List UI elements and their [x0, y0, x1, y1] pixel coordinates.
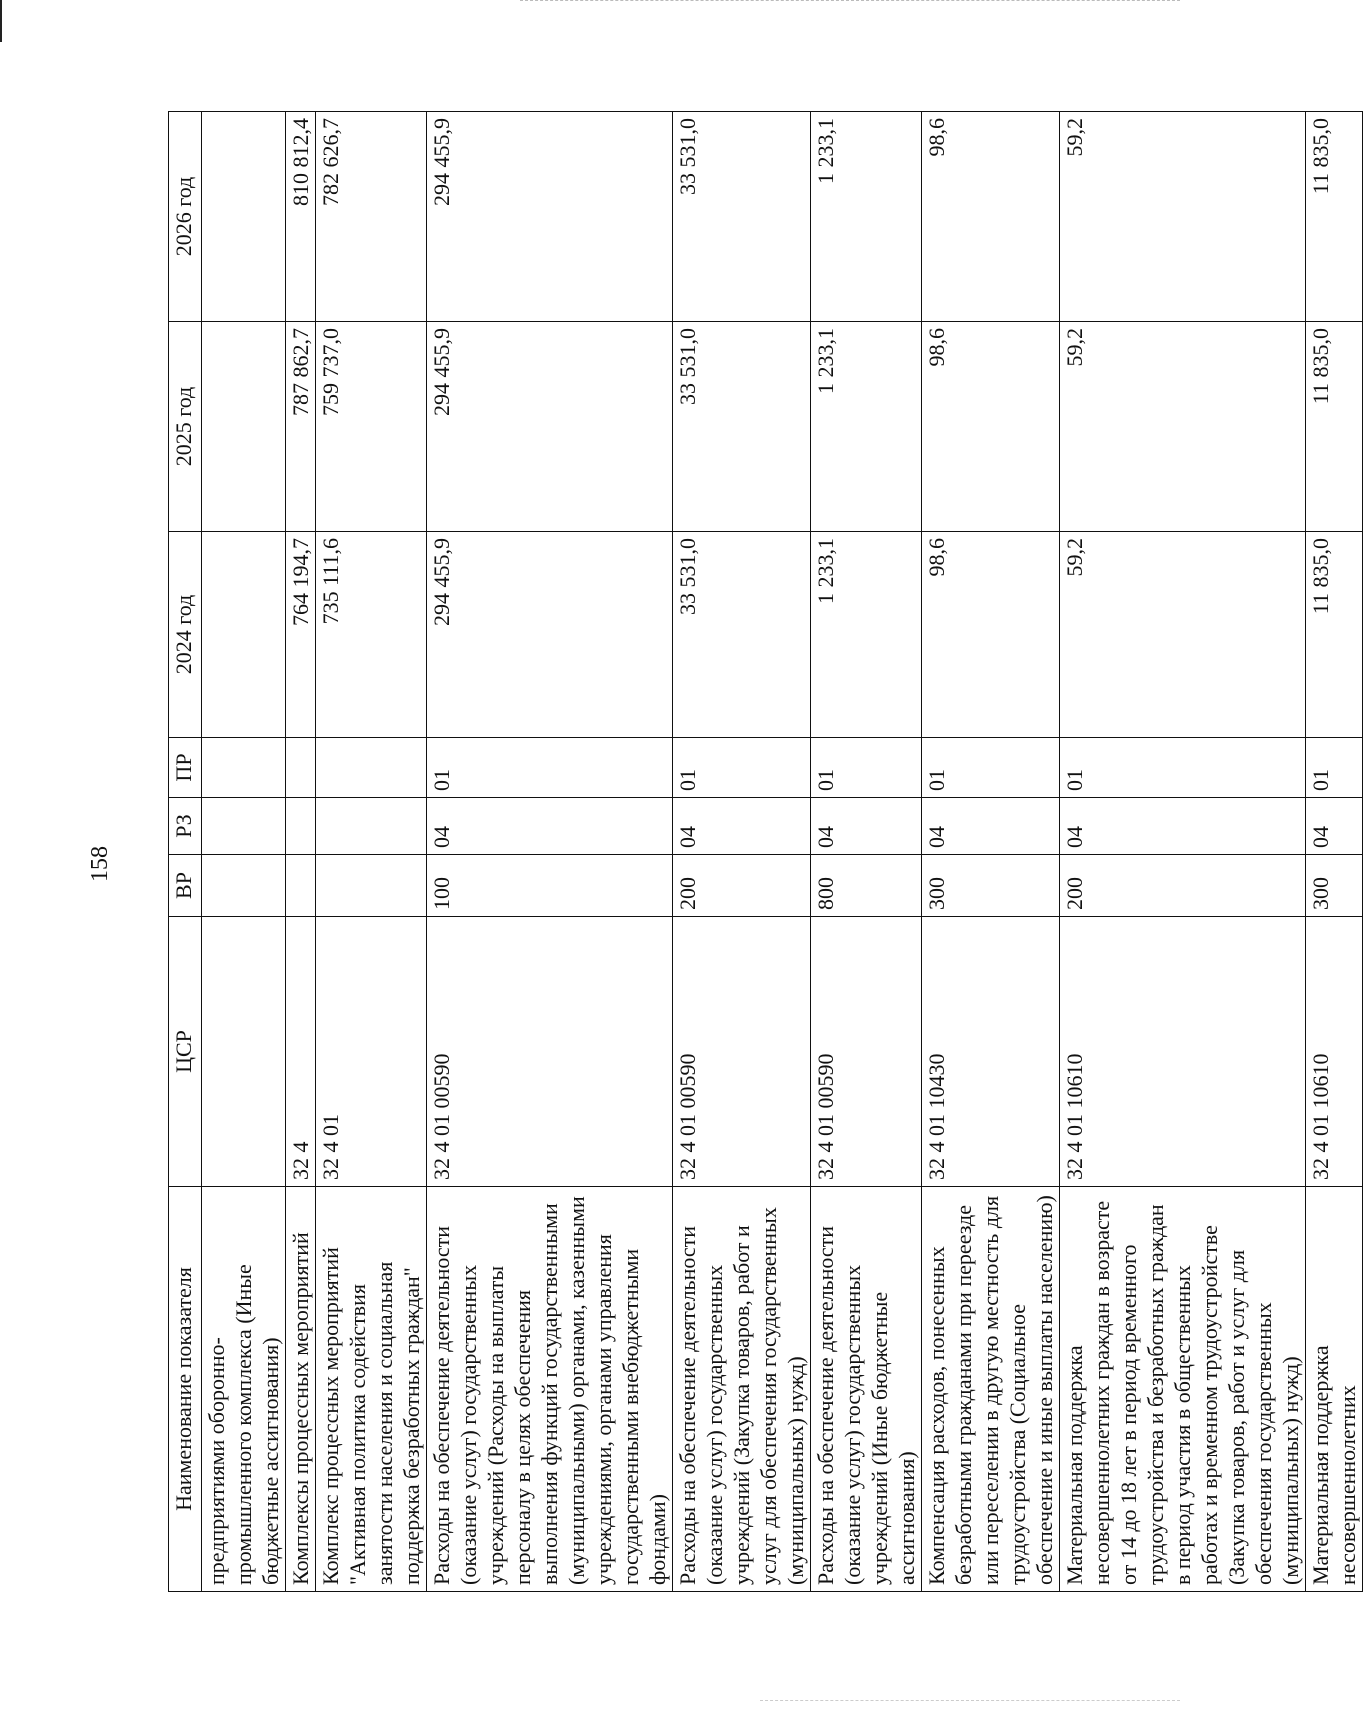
- scan-artifact-left: [0, 0, 2, 42]
- cell-name: Комплекс процессных мероприятий "Активная политика содействия занятости населения и социальная поддержка безработных граждан": [316, 1187, 427, 1592]
- cell-rz: 04: [1306, 798, 1363, 855]
- cell-2026: 59,2: [1060, 112, 1306, 322]
- cell-rz: [316, 798, 427, 855]
- header-pr: ПР: [169, 738, 202, 798]
- cell-2026: 33 531,0: [673, 112, 811, 322]
- cell-vr: 300: [1306, 855, 1363, 917]
- cell-vr: [316, 855, 427, 917]
- cell-2026: 1 233,1: [811, 112, 922, 322]
- cell-2026: 782 626,7: [316, 112, 427, 322]
- cell-2024: 764 194,7: [286, 532, 316, 738]
- cell-2025: 11 835,0: [1306, 322, 1363, 532]
- cell-rz: [202, 798, 286, 855]
- cell-2025: 59,2: [1060, 322, 1306, 532]
- cell-2024: 11 835,0: [1306, 532, 1363, 738]
- table-row: [673, 112, 811, 1592]
- budget-table-container: [168, 112, 1360, 1592]
- cell-name: Расходы на обеспечение деятельности (оказание услуг) государственных учреждений (Расходы на выплаты персоналу в целях обеспечения выполнения функций государственными (муниципальными) органами, казенными учреждениями, органами управления государственными внебюджетными фондами): [427, 1187, 673, 1592]
- cell-vr: [286, 855, 316, 917]
- cell-pr: 01: [427, 738, 673, 798]
- cell-name: Комплексы процессных мероприятий: [286, 1187, 316, 1592]
- cell-2024: 59,2: [1060, 532, 1306, 738]
- header-2025: 2025 год: [169, 322, 202, 532]
- header-2026: 2026 год: [169, 112, 202, 322]
- cell-name: предприятиями оборонно-промышленного комплекса (Иные бюджетные ассигнования): [202, 1187, 286, 1592]
- header-row: [169, 112, 202, 1592]
- cell-2026: 11 835,0: [1306, 112, 1363, 322]
- cell-csr: 32 4: [286, 917, 316, 1187]
- cell-2024: 98,6: [922, 532, 1060, 738]
- cell-pr: 01: [673, 738, 811, 798]
- cell-2025: 787 862,7: [286, 322, 316, 532]
- cell-vr: 200: [673, 855, 811, 917]
- cell-rz: 04: [1060, 798, 1306, 855]
- scan-artifact-bottom: [760, 1700, 1180, 1702]
- cell-2024: 294 455,9: [427, 532, 673, 738]
- cell-name: Расходы на обеспечение деятельности (оказание услуг) государственных учреждений (Иные бюджетные ассигнования): [811, 1187, 922, 1592]
- cell-rz: 04: [811, 798, 922, 855]
- cell-2026: 294 455,9: [427, 112, 673, 322]
- cell-name: Материальная поддержка несовершеннолетних: [1306, 1187, 1363, 1592]
- cell-vr: 200: [1060, 855, 1306, 917]
- cell-rz: 04: [922, 798, 1060, 855]
- cell-pr: [286, 738, 316, 798]
- cell-2025: 33 531,0: [673, 322, 811, 532]
- table-row: [316, 112, 427, 1592]
- cell-2026: 98,6: [922, 112, 1060, 322]
- cell-2025: 294 455,9: [427, 322, 673, 532]
- cell-rz: 04: [673, 798, 811, 855]
- cell-pr: 01: [922, 738, 1060, 798]
- table-row: [286, 112, 316, 1592]
- cell-pr: 01: [811, 738, 922, 798]
- cell-pr: [316, 738, 427, 798]
- header-csr: ЦСР: [169, 917, 202, 1187]
- cell-rz: [286, 798, 316, 855]
- cell-csr: [202, 917, 286, 1187]
- page-number: 158: [87, 846, 113, 882]
- cell-name: Компенсация расходов, понесенных безработными гражданами при переезде или переселении в другую местность для трудоустройства (Социальное обеспечение и иные выплаты населению): [922, 1187, 1060, 1592]
- cell-2024: 1 233,1: [811, 532, 922, 738]
- cell-csr: 32 4 01: [316, 917, 427, 1187]
- header-rz: РЗ: [169, 798, 202, 855]
- cell-rz: 04: [427, 798, 673, 855]
- table-row: [1306, 112, 1363, 1592]
- header-2024: 2024 год: [169, 532, 202, 738]
- table-row: [202, 112, 286, 1592]
- table-row: [1060, 112, 1306, 1592]
- cell-2024: [202, 532, 286, 738]
- cell-pr: 01: [1060, 738, 1306, 798]
- cell-2025: 1 233,1: [811, 322, 922, 532]
- cell-pr: [202, 738, 286, 798]
- cell-vr: 100: [427, 855, 673, 917]
- cell-csr: 32 4 01 10430: [922, 917, 1060, 1187]
- cell-2024: 735 111,6: [316, 532, 427, 738]
- cell-2025: [202, 322, 286, 532]
- cell-vr: 800: [811, 855, 922, 917]
- cell-name: Расходы на обеспечение деятельности (оказание услуг) государственных учреждений (Закупка товаров, работ и услуг для обеспечения государственных (муниципальных) нужд): [673, 1187, 811, 1592]
- cell-csr: 32 4 01 10610: [1306, 917, 1363, 1187]
- cell-2025: 759 737,0: [316, 322, 427, 532]
- cell-csr: 32 4 01 00590: [811, 917, 922, 1187]
- header-vr: ВР: [169, 855, 202, 917]
- cell-vr: [202, 855, 286, 917]
- cell-2024: 33 531,0: [673, 532, 811, 738]
- cell-vr: 300: [922, 855, 1060, 917]
- table-row: [427, 112, 673, 1592]
- cell-pr: 01: [1306, 738, 1363, 798]
- table-row: [922, 112, 1060, 1592]
- cell-csr: 32 4 01 00590: [673, 917, 811, 1187]
- cell-csr: 32 4 01 10610: [1060, 917, 1306, 1187]
- table-row: [811, 112, 922, 1592]
- cell-2026: 810 812,4: [286, 112, 316, 322]
- cell-csr: 32 4 01 00590: [427, 917, 673, 1187]
- cell-2026: [202, 112, 286, 322]
- budget-table: [168, 111, 1363, 1592]
- header-name: Наименование показателя: [169, 1187, 202, 1592]
- cell-2025: 98,6: [922, 322, 1060, 532]
- cell-name: Материальная поддержка несовершеннолетних граждан в возрасте от 14 до 18 лет в период временного трудоустройства и безработных граждан в период участия в общественных работах и временном трудоустройстве (Закупка товаров, работ и услуг для обеспечения государственных (муниципальных) нужд): [1060, 1187, 1306, 1592]
- scan-artifact-top: [520, 0, 1180, 2]
